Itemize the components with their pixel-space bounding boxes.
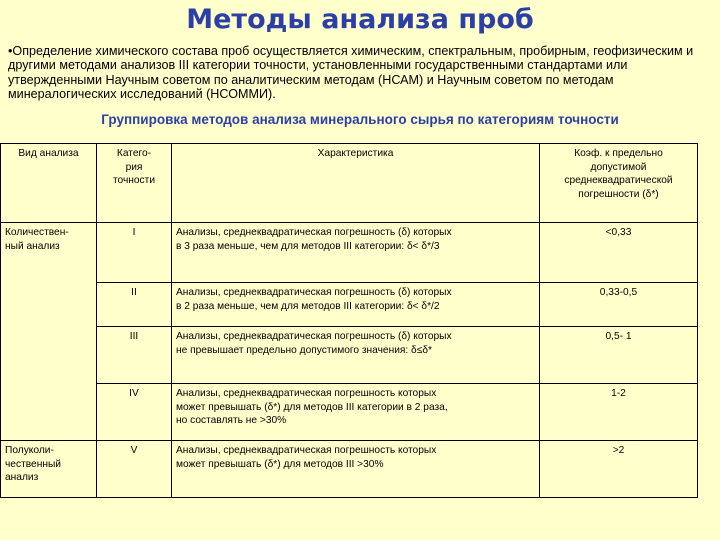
analysis-type-quantitative-label: Количествен- ный анализ [5,227,69,252]
category-value: V [130,445,138,456]
header-category [97,144,172,223]
table-row [1,283,698,327]
coefficient-cell [540,223,698,283]
category-cell [97,223,172,283]
category-cell [97,327,172,384]
table-subtitle: Группировка методов анализа минерального сырья по категориям точности [101,112,619,127]
category-cell [97,283,172,327]
description-cell [172,283,540,327]
table-row [1,327,698,384]
description-text: Анализы, среднеквадратическая погрешность (δ) которых не превышает предельно допустимого значения: δ≤δ* [176,331,452,356]
category-cell [97,384,172,441]
category-value: II [131,287,137,298]
table-row [1,223,698,283]
header-analysis-type-label: Вид анализа [18,148,79,159]
coefficient-cell [540,283,698,327]
description-cell [172,327,540,384]
header-description-label: Характеристика [317,148,394,159]
header-analysis-type [1,144,97,223]
category-value: III [129,331,139,342]
header-coefficient [540,144,698,223]
coefficient-value: >2 [612,445,625,456]
coefficient-cell [540,441,698,498]
category-value: IV [129,388,139,399]
intro-paragraph: •Определение химического состава проб осуществляется химическим, спектральным, пробирным, геофизическим и другими методами анализов III категории точности, установленными государственными стандартами или утвержденными Научным советом по аналитическим методам (НСАМ) и Научным советом по методам минералогических исследований (НСОММИ). [8,44,694,102]
coefficient-value: 1-2 [611,388,626,399]
coefficient-value: 0,5- 1 [605,331,632,342]
coefficient-value: <0,33 [605,227,632,238]
table-header-row [1,144,698,223]
description-cell [172,223,540,283]
analysis-type-semi-quantitative [1,441,97,498]
header-category-label: Катего- рия точности [112,148,156,187]
analysis-type-semi-quantitative-label: Полуколи- чественный анализ [5,445,61,484]
category-cell [97,441,172,498]
description-text: Анализы, среднеквадратическая погрешность которых может превышать (δ*) для методов III >30% [176,445,437,470]
description-cell [172,384,540,441]
slide-title: Методы анализа проб [186,4,534,35]
coefficient-cell [540,327,698,384]
header-coefficient-label: Коэф. к предельно допустимой среднеквадратической погрешности (δ*) [564,148,673,200]
description-text: Анализы, среднеквадратическая погрешность (δ) которых в 2 раза меньше, чем для методов III категории: δ< δ*/2 [176,287,452,312]
category-value: I [132,227,136,238]
description-text: Анализы, среднеквадратическая погрешность (δ) которых в 3 раза меньше, чем для методов III категории: δ< δ*/3 [176,227,452,252]
table-row [1,441,698,498]
description-cell [172,441,540,498]
coefficient-value: 0,33-0,5 [599,287,638,298]
description-text: Анализы, среднеквадратическая погрешность которых может превышать (δ*) для методов III категории в 2 раза, но составлять не >30% [176,388,448,427]
header-description [172,144,540,223]
accuracy-categories-table [0,143,698,498]
analysis-type-quantitative [1,223,97,441]
coefficient-cell [540,384,698,441]
table-row [1,384,698,441]
